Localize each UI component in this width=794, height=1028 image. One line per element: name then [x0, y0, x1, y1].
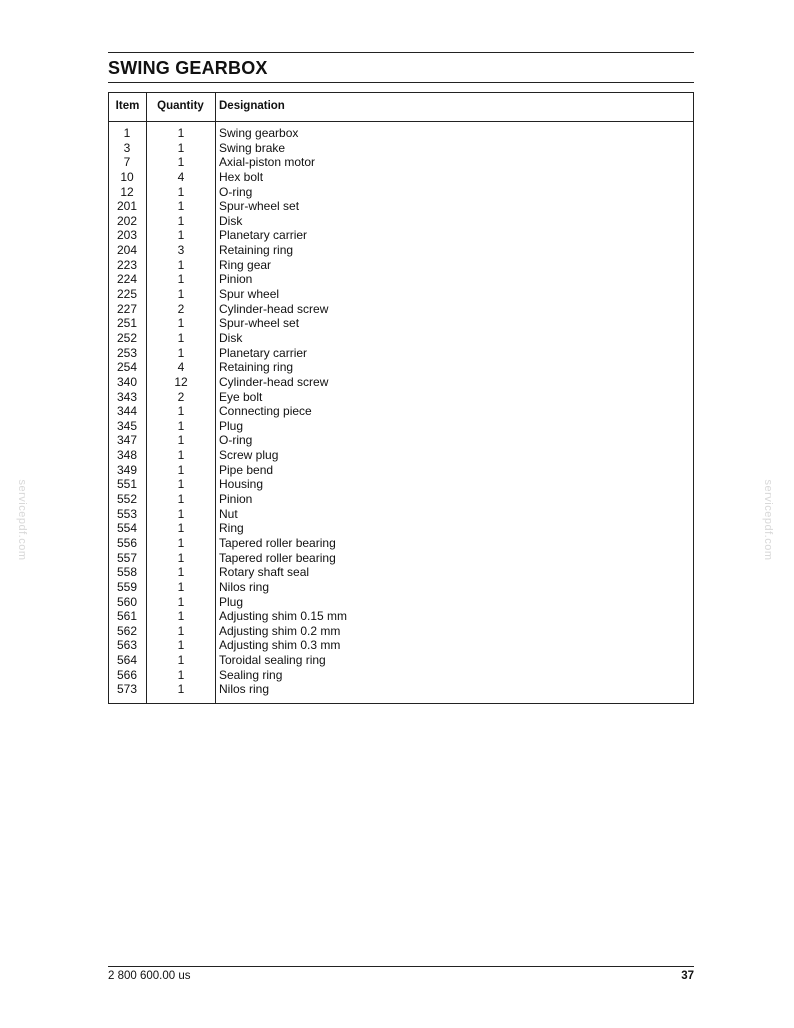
quantity-cell: 1	[177, 448, 185, 463]
table-row	[109, 595, 693, 610]
item-cell: 349	[116, 462, 138, 477]
designation-cell: Ring	[219, 521, 244, 536]
column-header-designation: Designation	[219, 100, 285, 112]
quantity-cell: 1	[177, 521, 185, 536]
table-row	[109, 507, 693, 522]
item-cell: 552	[116, 492, 138, 507]
document-number: 2 800 600.00 us	[108, 970, 191, 982]
quantity-cell: 1	[177, 140, 185, 155]
quantity-cell: 1	[177, 492, 185, 507]
quantity-cell: 1	[177, 126, 185, 140]
table-row	[109, 638, 693, 653]
table-row	[109, 390, 693, 405]
quantity-cell: 1	[177, 638, 185, 653]
header-divider	[109, 121, 693, 122]
item-cell: 560	[116, 594, 138, 609]
item-cell: 3	[123, 140, 131, 155]
title-rule	[108, 82, 694, 83]
item-cell: 347	[116, 433, 138, 448]
designation-cell: Hex bolt	[219, 169, 264, 184]
designation-cell: Spur wheel	[219, 287, 280, 302]
quantity-cell: 2	[177, 389, 185, 404]
item-cell: 225	[116, 287, 138, 302]
designation-cell: Nilos ring	[219, 579, 270, 594]
item-cell: 340	[116, 374, 138, 389]
item-cell: 202	[116, 213, 138, 228]
designation-cell: Disk	[219, 330, 243, 345]
designation-cell: Spur-wheel set	[219, 316, 300, 331]
designation-cell: Pinion	[219, 492, 253, 507]
quantity-cell: 1	[177, 623, 185, 638]
quantity-cell: 2	[177, 301, 185, 316]
quantity-cell: 4	[177, 360, 185, 375]
quantity-cell: 1	[177, 155, 185, 170]
table-row	[109, 258, 693, 273]
table-row	[109, 653, 693, 668]
designation-cell: Tapered roller bearing	[219, 550, 336, 565]
designation-cell: Nut	[219, 506, 238, 521]
item-cell: 573	[116, 682, 138, 697]
item-cell: 223	[116, 257, 138, 272]
table-row	[109, 609, 693, 624]
table-body	[109, 126, 693, 697]
designation-cell: O-ring	[219, 184, 253, 199]
designation-cell: Nilos ring	[219, 682, 270, 697]
table-row	[109, 463, 693, 478]
quantity-cell: 1	[177, 404, 185, 419]
designation-cell: Adjusting shim 0.2 mm	[219, 623, 341, 638]
designation-cell: Toroidal sealing ring	[219, 653, 326, 668]
table-row	[109, 536, 693, 551]
table-row	[109, 433, 693, 448]
item-cell: 1	[123, 126, 131, 140]
quantity-cell: 1	[177, 667, 185, 682]
table-row	[109, 141, 693, 156]
item-cell: 251	[116, 316, 138, 331]
designation-cell: Cylinder-head screw	[219, 301, 329, 316]
designation-cell: Planetary carrier	[219, 228, 308, 243]
item-cell: 348	[116, 448, 138, 463]
table-row	[109, 551, 693, 566]
table-row	[109, 360, 693, 375]
designation-cell: Pipe bend	[219, 462, 274, 477]
quantity-cell: 1	[177, 257, 185, 272]
designation-cell: Plug	[219, 418, 244, 433]
table-row	[109, 477, 693, 492]
table-row	[109, 185, 693, 200]
quantity-cell: 1	[177, 228, 185, 243]
table-row	[109, 375, 693, 390]
watermark-right: servicepdf.com	[762, 479, 774, 561]
quantity-cell: 1	[177, 272, 185, 287]
item-cell: 563	[116, 638, 138, 653]
quantity-cell: 1	[177, 550, 185, 565]
quantity-cell: 1	[177, 506, 185, 521]
quantity-cell: 1	[177, 682, 185, 697]
item-cell: 344	[116, 404, 138, 419]
item-cell: 556	[116, 535, 138, 550]
quantity-cell: 1	[177, 535, 185, 550]
designation-cell: Swing gearbox	[219, 126, 299, 140]
designation-cell: Ring gear	[219, 257, 272, 272]
designation-cell: Tapered roller bearing	[219, 535, 336, 550]
table-row	[109, 419, 693, 434]
item-cell: 224	[116, 272, 138, 287]
item-cell: 252	[116, 330, 138, 345]
item-cell: 553	[116, 506, 138, 521]
designation-cell: Adjusting shim 0.3 mm	[219, 638, 341, 653]
designation-cell: Swing brake	[219, 140, 286, 155]
top-rule	[108, 52, 694, 53]
table-row	[109, 170, 693, 185]
item-cell: 12	[120, 184, 134, 199]
table-row	[109, 682, 693, 697]
designation-cell: Screw plug	[219, 448, 279, 463]
designation-cell: Rotary shaft seal	[219, 565, 310, 580]
watermark-left: servicepdf.com	[16, 479, 28, 561]
designation-cell: Spur-wheel set	[219, 199, 300, 214]
item-cell: 566	[116, 667, 138, 682]
designation-cell: Plug	[219, 594, 244, 609]
item-cell: 557	[116, 550, 138, 565]
designation-cell: Disk	[219, 213, 243, 228]
table-row	[109, 287, 693, 302]
quantity-cell: 3	[177, 243, 185, 258]
item-cell: 203	[116, 228, 138, 243]
quantity-cell: 1	[177, 184, 185, 199]
item-cell: 254	[116, 360, 138, 375]
table-row	[109, 580, 693, 595]
designation-cell: Sealing ring	[219, 667, 283, 682]
table-row	[109, 565, 693, 580]
table-row	[109, 331, 693, 346]
table-row	[109, 228, 693, 243]
quantity-cell: 1	[177, 199, 185, 214]
designation-cell: Retaining ring	[219, 243, 294, 258]
table-row	[109, 199, 693, 214]
designation-cell: Cylinder-head screw	[219, 374, 329, 389]
item-cell: 562	[116, 623, 138, 638]
quantity-cell: 1	[177, 609, 185, 624]
item-cell: 7	[123, 155, 131, 170]
table-row	[109, 492, 693, 507]
table-row	[109, 404, 693, 419]
item-cell: 343	[116, 389, 138, 404]
quantity-cell: 1	[177, 287, 185, 302]
designation-cell: Eye bolt	[219, 389, 263, 404]
table-row	[109, 126, 693, 141]
table-row	[109, 448, 693, 463]
quantity-cell: 1	[177, 316, 185, 331]
table-row	[109, 668, 693, 683]
quantity-cell: 1	[177, 653, 185, 668]
table-row	[109, 302, 693, 317]
table-row	[109, 243, 693, 258]
item-cell: 551	[116, 477, 138, 492]
item-cell: 559	[116, 579, 138, 594]
table-row	[109, 155, 693, 170]
item-cell: 204	[116, 243, 138, 258]
designation-cell: O-ring	[219, 433, 253, 448]
designation-cell: Axial-piston motor	[219, 155, 316, 170]
column-header-item: Item	[115, 100, 140, 112]
quantity-cell: 1	[177, 579, 185, 594]
item-cell: 10	[120, 169, 134, 184]
item-cell: 554	[116, 521, 138, 536]
parts-table	[108, 92, 694, 704]
designation-cell: Connecting piece	[219, 404, 312, 419]
table-row	[109, 346, 693, 361]
page-number: 37	[681, 970, 694, 982]
designation-cell: Adjusting shim 0.15 mm	[219, 609, 348, 624]
quantity-cell: 1	[177, 418, 185, 433]
table-row	[109, 272, 693, 287]
table-row	[109, 521, 693, 536]
footer-rule	[108, 966, 694, 967]
quantity-cell: 1	[177, 477, 185, 492]
quantity-cell: 1	[177, 565, 185, 580]
table-row	[109, 214, 693, 229]
item-cell: 345	[116, 418, 138, 433]
item-cell: 227	[116, 301, 138, 316]
item-cell: 253	[116, 345, 138, 360]
table-row	[109, 316, 693, 331]
designation-cell: Retaining ring	[219, 360, 294, 375]
quantity-cell: 1	[177, 594, 185, 609]
designation-cell: Housing	[219, 477, 264, 492]
item-cell: 564	[116, 653, 138, 668]
quantity-cell: 12	[174, 374, 188, 389]
quantity-cell: 1	[177, 330, 185, 345]
quantity-cell: 1	[177, 462, 185, 477]
column-header-quantity: Quantity	[157, 100, 204, 112]
quantity-cell: 1	[177, 433, 185, 448]
page-title: SWING GEARBOX	[108, 58, 268, 78]
item-cell: 201	[116, 199, 138, 214]
designation-cell: Pinion	[219, 272, 253, 287]
quantity-cell: 1	[177, 213, 185, 228]
item-cell: 561	[116, 609, 138, 624]
quantity-cell: 4	[177, 169, 185, 184]
item-cell: 558	[116, 565, 138, 580]
table-row	[109, 624, 693, 639]
quantity-cell: 1	[177, 345, 185, 360]
designation-cell: Planetary carrier	[219, 345, 308, 360]
